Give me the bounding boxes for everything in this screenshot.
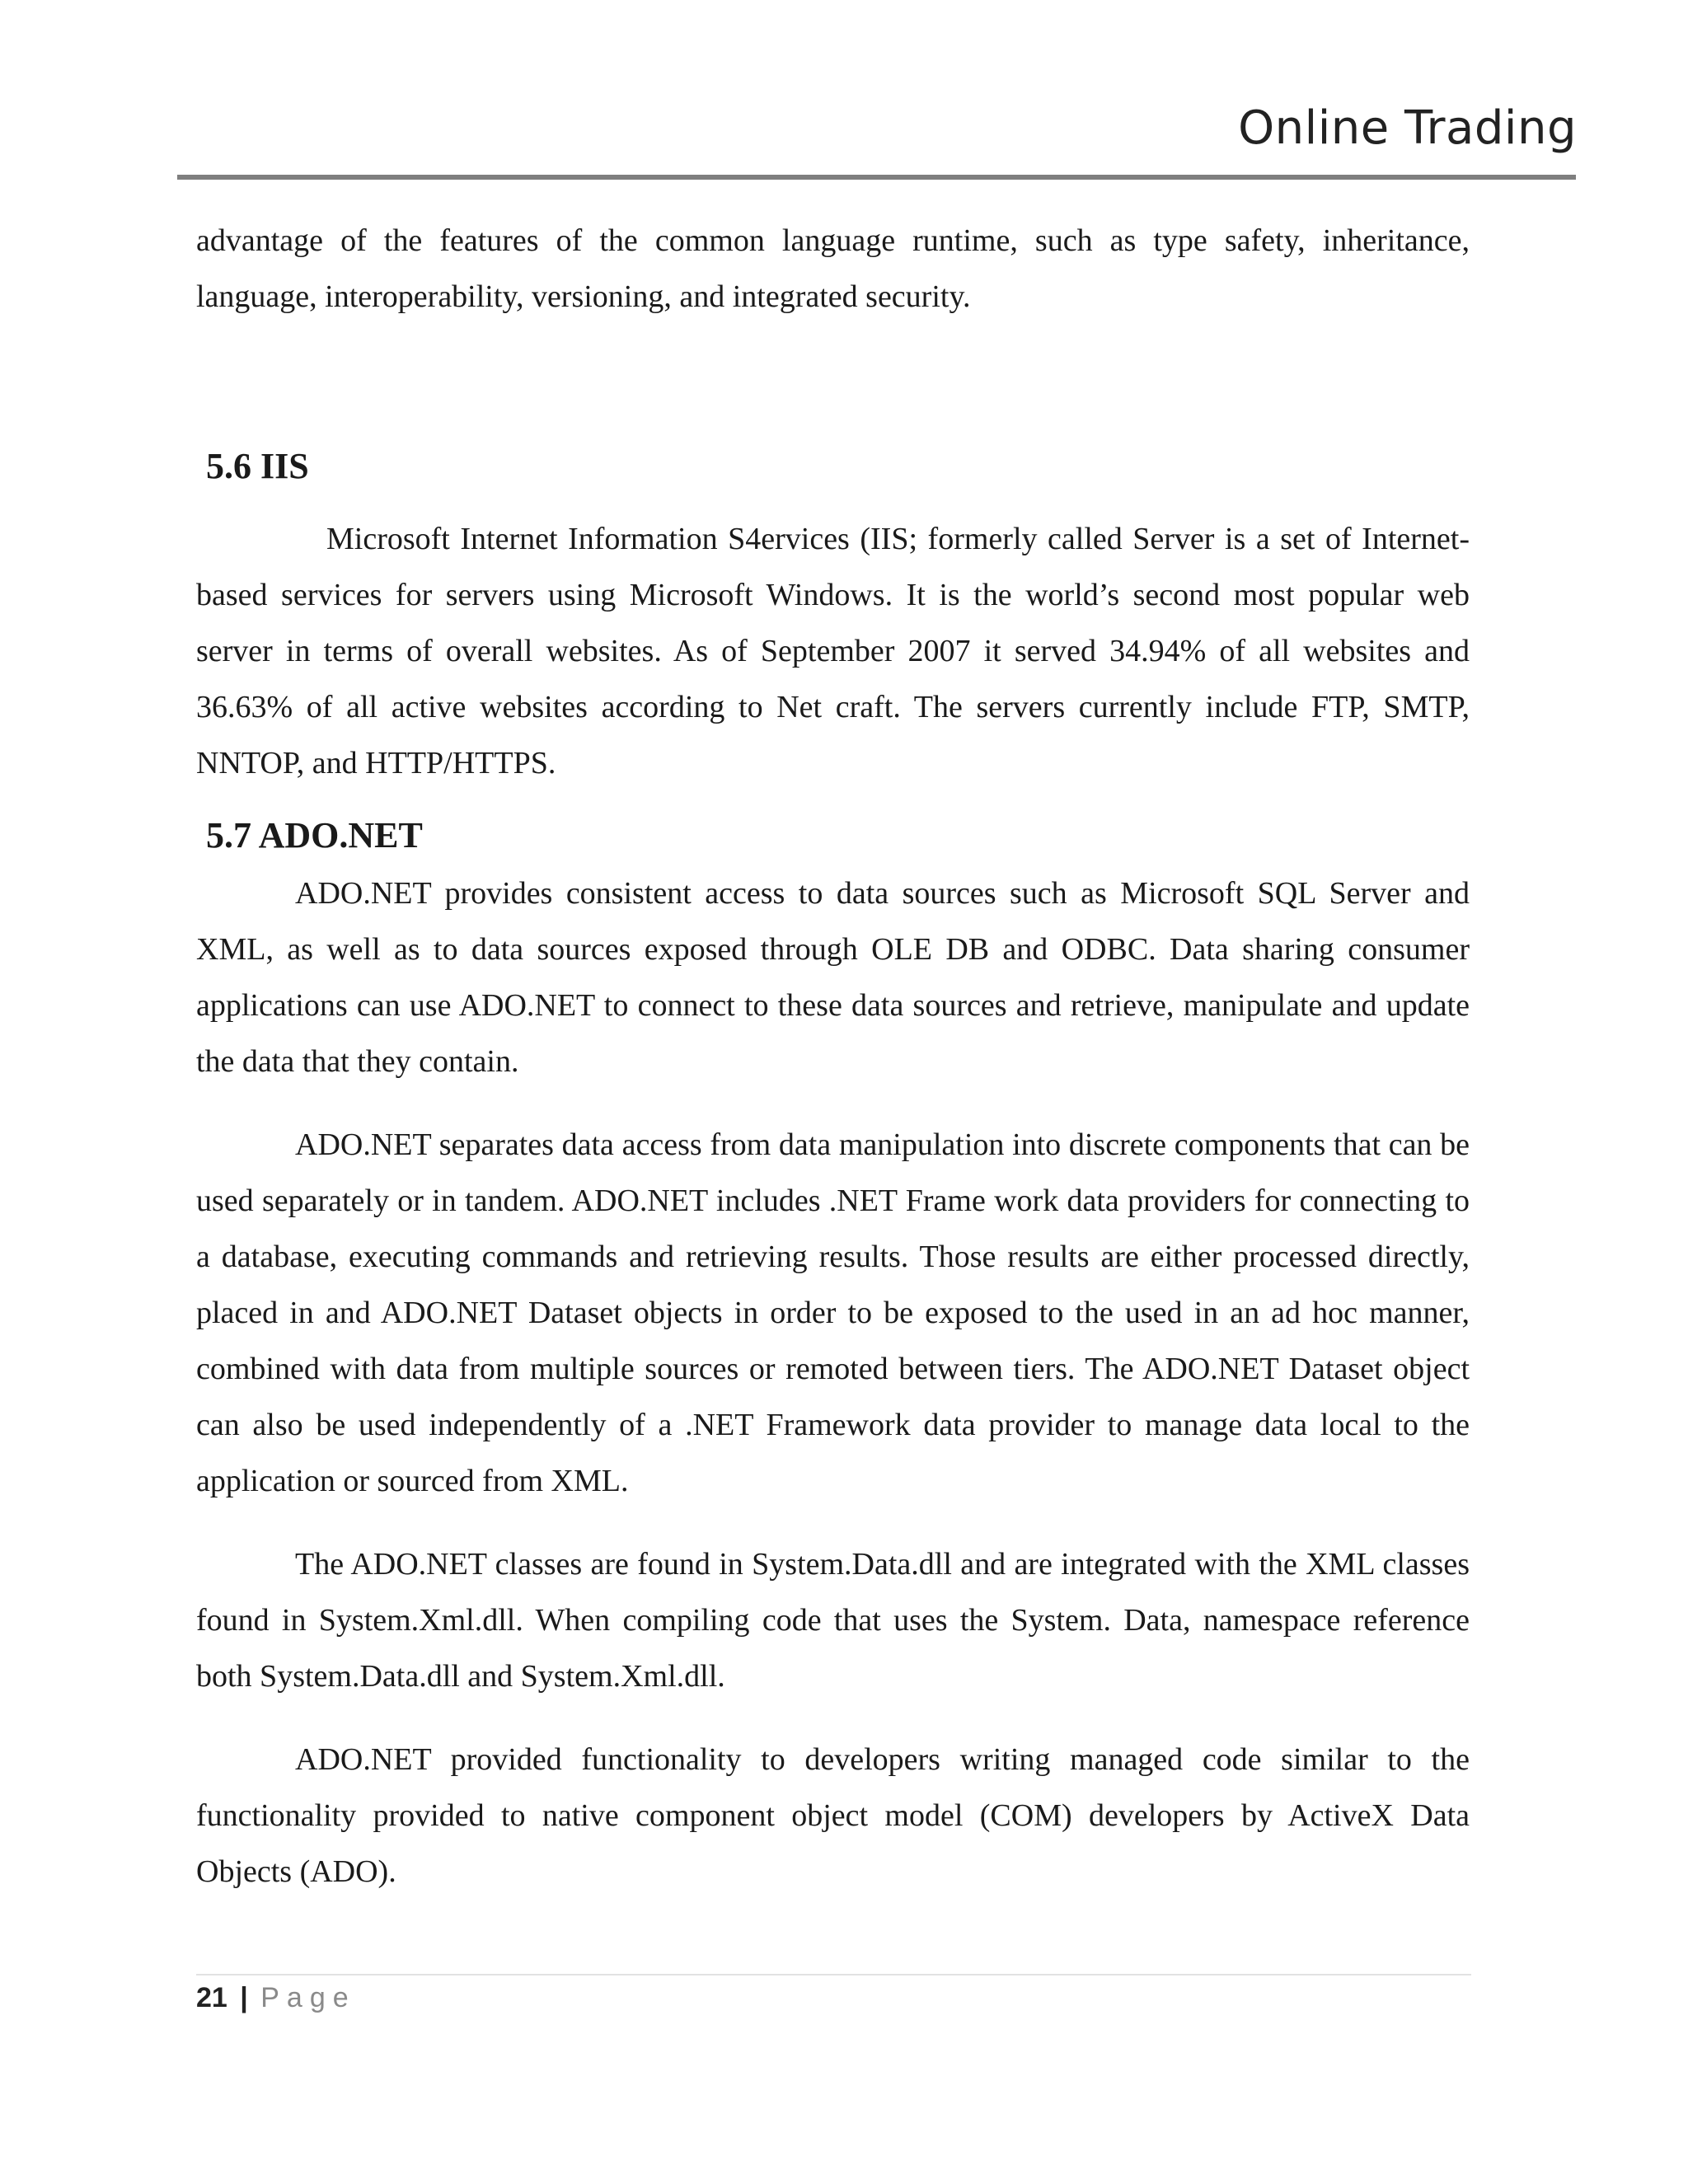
page-number: 21 — [196, 1982, 227, 2013]
page-label: Page — [260, 1982, 356, 2013]
running-header-title: Online Trading — [1238, 101, 1577, 155]
page-footer — [196, 1981, 356, 2014]
iis-paragraph: Microsoft Internet Information S4ervices (IIS; formerly called Server is a set of Internet-based services for servers using Microsoft Windows. It is the world’s second most popular web server in terms of overall websites. As of September 2007 it served 34.94% of all websites and 36.63% of all active websites according to Net craft. The servers currently include FTP, SMTP, NNTOP, and HTTP/HTTPS. — [196, 522, 1470, 780]
adonet-paragraph-2: ADO.NET separates data access from data manipulation into discrete components that can be used separately or in tandem. ADO.NET includes .NET Frame work data providers for connecting to a database, executing commands and retrieving results. Those results are either processed directly, placed in and ADO.NET Dataset objects in order to be exposed to the used in an ad hoc manner, combined with data from multiple sources or remoted between tiers. The ADO.NET Dataset object can also be used independently of a .NET Framework data provider to manage data local to the application or sourced from XML. — [196, 1127, 1470, 1498]
page-body — [196, 213, 1470, 1900]
adonet-paragraph-4: ADO.NET provided functionality to developers writing managed code similar to the functionality provided to native component object model (COM) developers by ActiveX Data Objects (ADO). — [196, 1742, 1470, 1889]
adonet-paragraph-3: The ADO.NET classes are found in System.Data.dll and are integrated with the XML classes found in System.Xml.dll. When compiling code that uses the System. Data, namespace reference both System.Data.dll and System.Xml.dll. — [196, 1547, 1470, 1694]
header-rule — [177, 175, 1576, 180]
footer-separator: | — [240, 1982, 248, 2013]
section-heading-iis: 5.6 IIS — [206, 446, 309, 486]
footer-rule — [196, 1974, 1471, 1975]
section-heading-adonet: 5.7 ADO.NET — [206, 815, 423, 855]
continued-paragraph: advantage of the features of the common language runtime, such as type safety, inheritance, language, interoperability, versioning, and integrated security. — [196, 223, 1470, 314]
adonet-paragraph-1: ADO.NET provides consistent access to data sources such as Microsoft SQL Server and XML, as well as to data sources exposed through OLE DB and ODBC. Data sharing consumer applications can use ADO.NET to connect to these data sources and retrieve, manipulate and update the data that they contain. — [196, 876, 1470, 1079]
